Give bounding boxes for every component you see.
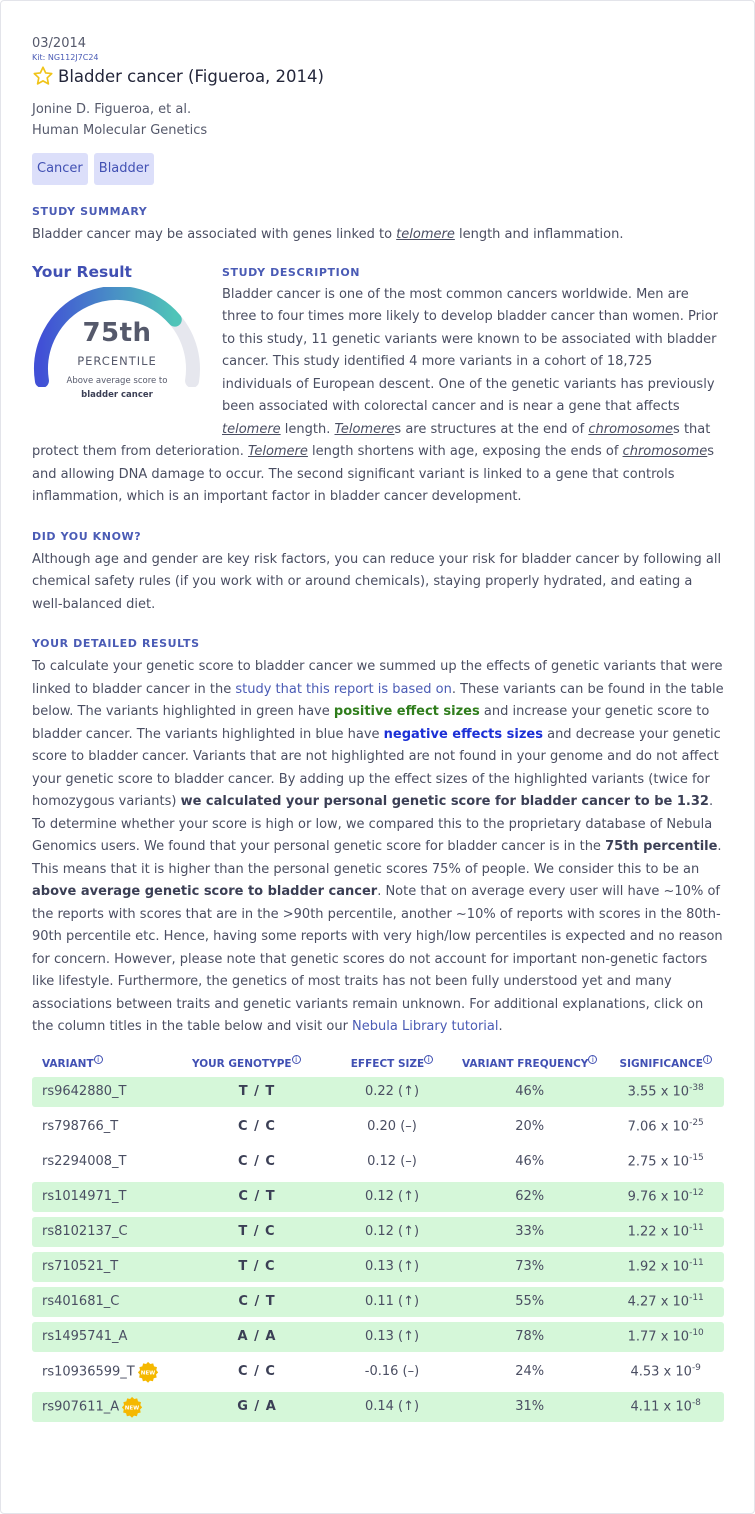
svg-text:NEW: NEW bbox=[124, 1405, 140, 1411]
telomere-link[interactable]: telomere bbox=[222, 421, 281, 437]
genotype-cell: T / C bbox=[182, 1252, 332, 1282]
variant-cell[interactable]: rs8102137_C bbox=[32, 1217, 182, 1247]
significance-cell: 7.06 x $10^{-25}$ bbox=[627, 1118, 704, 1135]
genotype-cell: C / C bbox=[238, 1154, 276, 1169]
new-badge-icon bbox=[137, 1361, 159, 1383]
svg-text:NEW: NEW bbox=[140, 1370, 155, 1376]
variant-cell[interactable]: rs798766_T bbox=[42, 1119, 119, 1134]
significance-cell: 2.75 x $10^{-15}$ bbox=[627, 1153, 704, 1170]
frequency-cell: 46% bbox=[452, 1077, 607, 1107]
telomere-link[interactable]: Telomere bbox=[248, 444, 308, 459]
detailed-results-text: To calculate your genetic score to bladder cancer we summed up the effects of genetic variants that were linked to bladder cancer in the study that this report is based on. These variants can be found in the table below. The variants highlighted in green have positive effect sizes and increase your genetic score to bladder cancer. The variants highlighted in blue have negative effects sizes and decrease your genetic score to bladder cancer. Variants that are not highlighted are not found in your genome and do not affect your genetic score to bladder cancer. By adding up the effect sizes of the highlighted variants (twice for homozygous variants) we calculated your personal genetic score for bladder cancer to be 1.32. To determine whether your score is high or low, we compared this to the proprietary database of Nebula Genomics users. We found that your personal genetic score for bladder cancer is in the 75th percentile. This means that it is higher than the personal genetic scores 75% of people. We consider this to be an above average genetic score to bladder cancer. Note that on average every user will have ~10% of the reports with scores that are in the >90th percentile, another ~10% of reports with scores in the 80th-90th percentile etc. Hence, having some reports with very high/low percentiles is expected and no reason for concern. However, please note that genetic scores do not account for important non-genetic factors like lifestyle. Furthermore, the genetics of most traits has not been fully understood yet and many associations between traits and genetic variants remain unknown. For additional explanations, click on the column titles in the table below and visit our Nebula Library tutorial. bbox=[32, 659, 724, 1034]
column-header-genotype[interactable]: YOUR GENOTYPE $^i$ bbox=[182, 1054, 332, 1072]
variant-cell[interactable]: rs1495741_A bbox=[32, 1322, 182, 1352]
table-row bbox=[32, 1392, 724, 1422]
effect-size-cell: 0.13 (↑) bbox=[332, 1252, 452, 1282]
effect-size-cell: 0.12 (–) bbox=[367, 1154, 417, 1169]
library-tutorial-link[interactable]: Nebula Library tutorial bbox=[352, 1019, 499, 1034]
frequency-cell: 62% bbox=[452, 1182, 607, 1212]
table-header-row bbox=[32, 1054, 724, 1072]
telomere-link[interactable]: telomere bbox=[396, 227, 455, 242]
significance-cell: 1.92 x $10^{-11}$ bbox=[607, 1252, 724, 1282]
kit-id: Kit: NG112J7C24 bbox=[32, 53, 99, 62]
title-row bbox=[32, 65, 724, 87]
variant-cell[interactable]: rs2294008_T bbox=[42, 1154, 127, 1169]
frequency-cell: 78% bbox=[452, 1322, 607, 1352]
table-row bbox=[32, 1357, 724, 1387]
frequency-cell: 55% bbox=[452, 1287, 607, 1317]
study-date: 03/2014 bbox=[32, 36, 87, 51]
variant-cell[interactable]: rs10936599_T NEW bbox=[32, 1357, 182, 1387]
variants-table-body bbox=[32, 1077, 724, 1422]
result-gauge-panel bbox=[32, 263, 222, 423]
variants-table bbox=[32, 1049, 724, 1427]
variant-cell[interactable]: rs401681_C bbox=[32, 1287, 182, 1317]
study-authors bbox=[32, 99, 724, 141]
summary-text: Bladder cancer may be associated with genes linked to telomere length and inflammation. bbox=[32, 227, 624, 242]
table-row bbox=[32, 1182, 724, 1212]
table-row bbox=[32, 1147, 724, 1177]
table-row bbox=[32, 1287, 724, 1317]
percentile-description: Above average score to bladder cancer bbox=[66, 375, 168, 400]
significance-cell: 4.27 x $10^{-11}$ bbox=[607, 1287, 724, 1317]
description-heading: STUDY DESCRIPTION bbox=[222, 265, 361, 279]
study-link[interactable]: study that this report is based on bbox=[235, 681, 452, 697]
info-icon[interactable]: i bbox=[703, 1055, 712, 1064]
effect-size-cell: 0.11 (↑) bbox=[332, 1287, 452, 1317]
frequency-cell: 73% bbox=[452, 1252, 607, 1282]
effect-size-cell: 0.13 (↑) bbox=[332, 1322, 452, 1352]
frequency-cell: 24% bbox=[515, 1364, 545, 1379]
tag-cancer[interactable]: Cancer bbox=[32, 153, 88, 185]
frequency-cell: 46% bbox=[515, 1154, 545, 1169]
report-content bbox=[32, 35, 724, 1427]
telomere-link[interactable]: Telomere bbox=[334, 421, 395, 437]
column-header-significance[interactable]: SIGNIFICANCE $^i$ bbox=[607, 1054, 724, 1072]
percentile-gauge bbox=[32, 281, 202, 401]
column-header-frequency[interactable]: VARIANT FREQUENCY $^i$ bbox=[452, 1054, 607, 1072]
genotype-cell: C / C bbox=[238, 1364, 276, 1379]
genotype-cell: C / T bbox=[182, 1287, 332, 1317]
report-title: Bladder cancer (Figueroa, 2014) bbox=[58, 66, 324, 86]
did-you-know-text: Although age and gender are key risk factors, you can reduce your risk for bladder cancer by following all chemical safety rules (if you work with or around chemicals), staying properly hydrated, and eating a well-balanced diet. bbox=[32, 551, 722, 612]
tag-bladder[interactable]: Bladder bbox=[94, 153, 154, 185]
frequency-cell: 20% bbox=[515, 1119, 545, 1134]
table-row bbox=[32, 1077, 724, 1107]
effect-size-cell: 0.12 (↑) bbox=[332, 1182, 452, 1212]
significance-cell: 4.11 x $10^{-8}$ bbox=[607, 1392, 724, 1422]
genotype-cell: C / C bbox=[238, 1119, 276, 1134]
table-row bbox=[32, 1322, 724, 1352]
significance-cell: 1.77 x $10^{-10}$ bbox=[607, 1322, 724, 1352]
effect-size-cell: -0.16 (–) bbox=[364, 1364, 420, 1379]
authors-line: Jonine D. Figueroa, et al. bbox=[32, 102, 192, 117]
significance-cell: 4.53 x $10^{-9}$ bbox=[630, 1363, 701, 1380]
star-icon[interactable] bbox=[32, 65, 54, 87]
effect-size-cell: 0.14 (↑) bbox=[332, 1392, 452, 1422]
tag-list bbox=[32, 153, 724, 185]
frequency-cell: 31% bbox=[452, 1392, 607, 1422]
info-icon[interactable]: i bbox=[292, 1055, 301, 1064]
genotype-cell: G / A bbox=[182, 1392, 332, 1422]
chromosome-link[interactable]: chromosome bbox=[588, 421, 674, 437]
table-row bbox=[32, 1112, 724, 1142]
description-text: Bladder cancer is one of the most common cancers worldwide. Men are three to four times more likely to develop bladder cancer than women. Prior to this study, 11 genetic variants were known to be associated with bladder cancer. This study identified 4 more variants in a cohort of 18,725 individuals of European descent. One of the genetic variants has previously been associated with colorectal cancer and is near a gene that affects telomere length. Telomeres are structures at the end of chromosomes that protect them from deterioration. Telomere length shortens with age, exposing the ends of chromosomes and allowing DNA damage to occur. The second significant variant is linked to a gene that controls inflammation, which is an important factor in bladder cancer development. bbox=[32, 286, 718, 504]
variant-cell[interactable]: rs907611_A NEW bbox=[32, 1392, 182, 1422]
genotype-cell: T / C bbox=[182, 1217, 332, 1247]
significance-cell: 9.76 x $10^{-12}$ bbox=[607, 1182, 724, 1212]
genotype-cell: T / T bbox=[182, 1077, 332, 1107]
significance-cell: 1.22 x $10^{-11}$ bbox=[607, 1217, 724, 1247]
variant-cell[interactable]: rs9642880_T bbox=[32, 1077, 182, 1107]
genotype-cell: A / A bbox=[182, 1322, 332, 1352]
summary-heading: STUDY SUMMARY bbox=[32, 205, 148, 218]
percentile-label: PERCENTILE bbox=[77, 353, 157, 368]
detailed-results-heading: YOUR DETAILED RESULTS bbox=[32, 637, 200, 650]
column-header-variant[interactable]: VARIANT $^i$ bbox=[32, 1054, 182, 1072]
frequency-cell: 33% bbox=[452, 1217, 607, 1247]
effect-size-cell: 0.20 (–) bbox=[367, 1119, 417, 1134]
journal-line: Human Molecular Genetics bbox=[32, 123, 208, 138]
column-header-effect-size[interactable]: EFFECT SIZE $^i$ bbox=[332, 1054, 452, 1072]
chromosome-link[interactable]: chromosome bbox=[622, 444, 708, 459]
new-badge-icon bbox=[121, 1396, 143, 1418]
info-icon[interactable]: i bbox=[588, 1055, 597, 1064]
table-row bbox=[32, 1217, 724, 1247]
result-block bbox=[32, 263, 724, 509]
effect-size-cell: 0.22 (↑) bbox=[332, 1077, 452, 1107]
your-result-heading: Your Result bbox=[32, 262, 132, 281]
info-icon[interactable]: i bbox=[424, 1055, 433, 1064]
significance-cell: 3.55 x $10^{-38}$ bbox=[607, 1077, 724, 1107]
table-row bbox=[32, 1252, 724, 1282]
effect-size-cell: 0.12 (↑) bbox=[332, 1217, 452, 1247]
percentile-value: 75th bbox=[82, 317, 152, 348]
did-you-know-heading: DID YOU KNOW? bbox=[32, 529, 142, 543]
genotype-cell: C / T bbox=[182, 1182, 332, 1212]
variant-cell[interactable]: rs710521_T bbox=[32, 1252, 182, 1282]
variant-cell[interactable]: rs1014971_T bbox=[32, 1182, 182, 1212]
info-icon[interactable]: i bbox=[94, 1055, 103, 1064]
